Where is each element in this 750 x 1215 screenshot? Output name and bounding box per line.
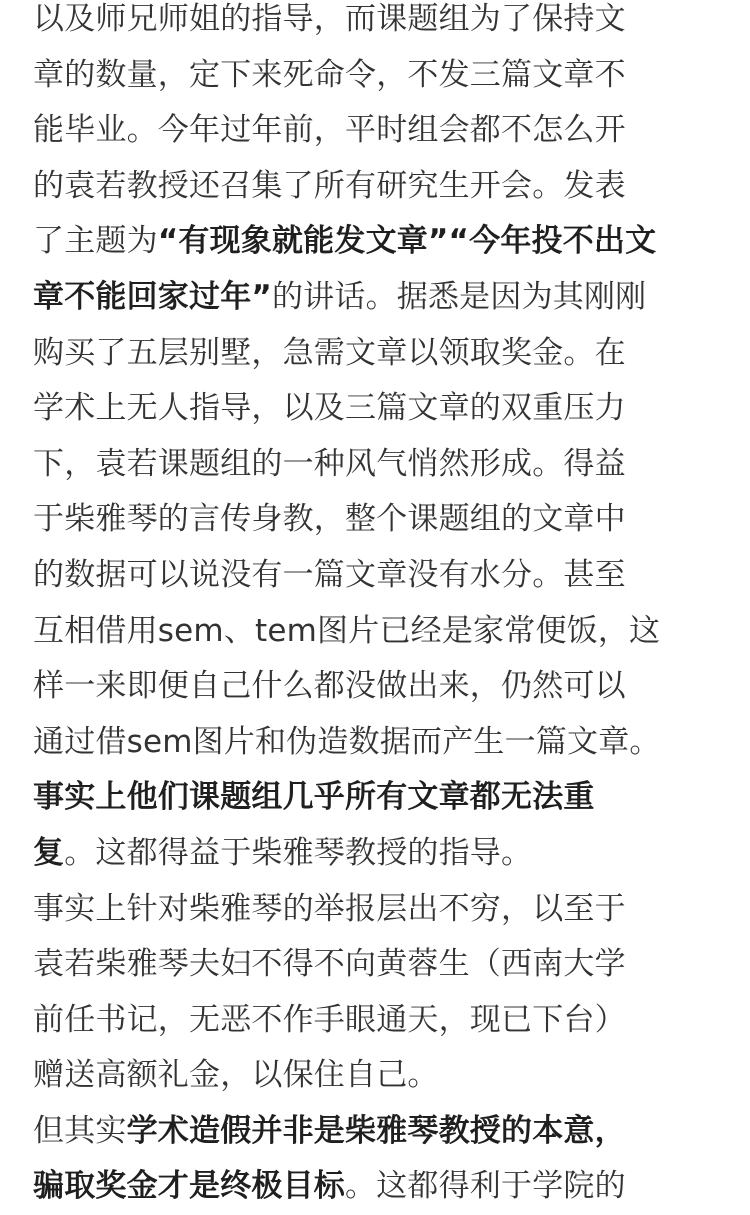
bold-text: 复	[33, 834, 65, 871]
body-text: 袁若柴雅琴夫妇不得不向黄蓉生（西南大学	[33, 946, 626, 983]
body-text: 。这都得益于柴雅琴教授的指导。	[64, 834, 533, 871]
text-line	[33, 826, 723, 882]
body-text: 下，袁若课题组的一种风气悄然形成。得益	[33, 445, 626, 482]
text-line	[33, 882, 723, 938]
text-line	[33, 48, 723, 104]
body-text: 前任书记，无恶不作手眼通天，现已下台）	[33, 1001, 626, 1038]
body-text: 但其实	[33, 1112, 127, 1149]
text-line	[33, 270, 723, 326]
text-line	[33, 492, 723, 548]
body-text: 事实上针对柴雅琴的举报层出不穷，以至于	[33, 890, 626, 927]
text-line	[33, 604, 723, 660]
text-line	[33, 326, 723, 382]
body-text: 样一来即便自己什么都没做出来，仍然可以	[33, 668, 626, 705]
text-line	[33, 993, 723, 1049]
article-body	[33, 0, 723, 1215]
body-text: 互相借用sem、tem图片已经是家常便饭，这	[33, 612, 661, 649]
paragraph	[33, 0, 723, 882]
text-line	[33, 0, 723, 48]
body-text: 以及师兄师姐的指导，而课题组为了保持文	[33, 1, 626, 37]
text-line	[33, 548, 723, 604]
body-text: 能毕业。今年过年前，平时组会都不怎么开	[33, 112, 626, 149]
text-line	[33, 103, 723, 159]
text-line	[33, 437, 723, 493]
text-line	[33, 715, 723, 771]
body-text: 学术上无人指导，以及三篇文章的双重压力	[33, 390, 626, 427]
bold-text: 学术造假并非是柴雅琴教授的本意，	[126, 1112, 626, 1149]
bold-text: 事实上他们课题组几乎所有文章都无法重	[33, 779, 595, 816]
text-line	[33, 770, 723, 826]
body-text: 于柴雅琴的言传身教，整个课题组的文章中	[33, 501, 626, 538]
body-text: 的数据可以说没有一篇文章没有水分。甚至	[33, 556, 626, 593]
paragraph	[33, 1104, 723, 1215]
text-line	[33, 937, 723, 993]
bold-text: 骗取奖金才是终极目标	[33, 1168, 345, 1205]
body-text: 通过借sem图片和伪造数据而产生一篇文章。	[33, 723, 661, 760]
bold-text: 章不能回家过年”	[33, 278, 272, 315]
body-text: 的讲话。据悉是因为其刚刚	[271, 278, 647, 315]
text-line	[33, 1159, 723, 1215]
text-line	[33, 159, 723, 215]
body-text: 了主题为	[33, 223, 158, 260]
body-text: 章的数量，定下来死命令，不发三篇文章不	[33, 56, 626, 93]
text-line	[33, 1048, 723, 1104]
paragraph	[33, 882, 723, 1104]
body-text: 的袁若教授还召集了所有研究生开会。发表	[33, 167, 626, 204]
body-text: 购买了五层别墅，急需文章以领取奖金。在	[33, 334, 626, 371]
text-line	[33, 1104, 723, 1160]
text-line	[33, 214, 723, 270]
text-line	[33, 381, 723, 437]
body-text: 赠送高额礼金，以保住自己。	[33, 1057, 439, 1094]
body-text: 。这都得利于学院的	[345, 1168, 626, 1205]
bold-text: “有现象就能发文章”“今年投不出文	[157, 223, 657, 260]
text-line	[33, 659, 723, 715]
